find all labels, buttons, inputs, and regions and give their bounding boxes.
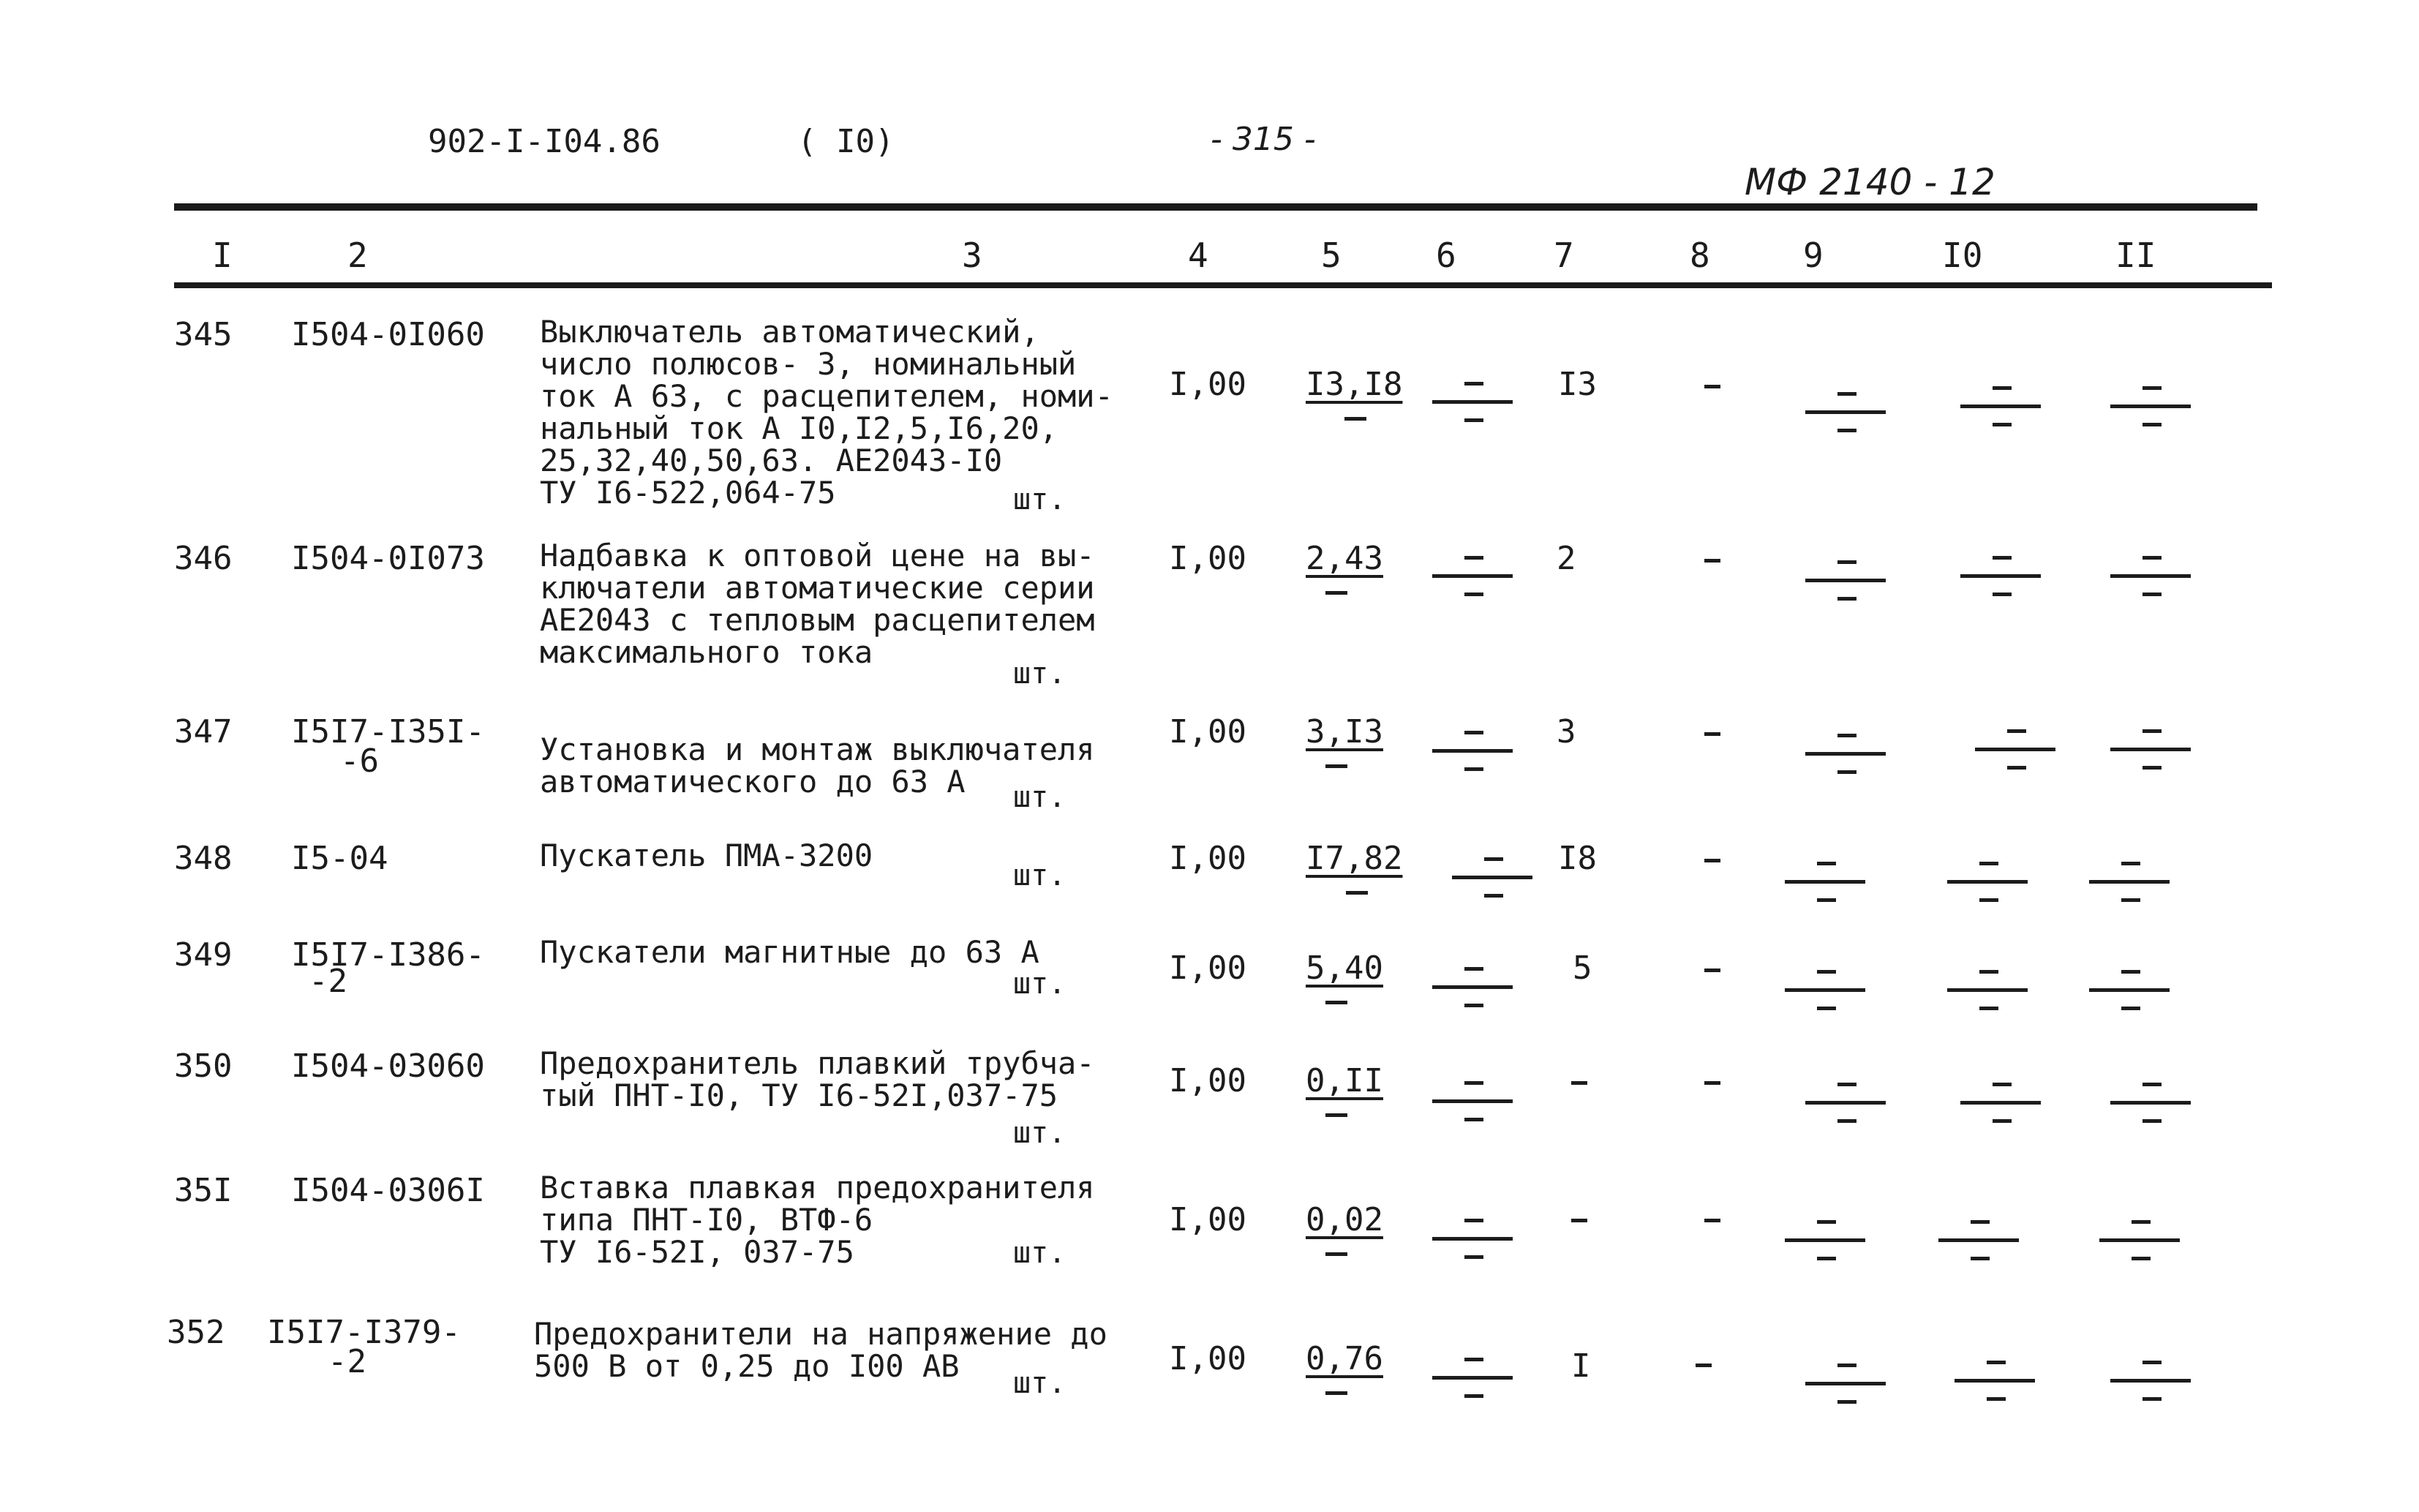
column-header-9: 9 [1803,236,1824,275]
unit-price: 0,02 [1306,1201,1383,1238]
price-dash [1325,1113,1347,1117]
unit-price: 3,I3 [1306,713,1383,751]
col7-value: I [1571,1347,1591,1385]
fraction-dash-col6 [1432,1217,1513,1263]
unit-price: I7,82 [1306,840,1403,877]
item-code-continued: -2 [328,1343,366,1380]
unit-price: 0,II [1306,1062,1383,1099]
item-code-continued: -6 [340,742,379,780]
row-number: 348 [174,840,233,877]
column-header-5: 5 [1321,236,1342,275]
page-number: - 315 - [1211,121,1316,158]
table-top-rule [174,203,2257,211]
col8-dash [1704,559,1720,563]
fraction-dash-col11 [2110,554,2191,600]
col8-dash [1704,968,1720,972]
col8-dash [1696,1364,1712,1367]
row-number: 347 [174,713,233,751]
fraction-dash-col6 [1432,554,1513,600]
quantity: I,00 [1169,1201,1246,1238]
row-number: 349 [174,936,233,974]
fraction-dash-col10 [1947,968,2028,1014]
fraction-dash-col6 [1432,1080,1513,1125]
item-code: I5-04 [291,840,388,877]
fraction-dash-col10 [1960,1081,2041,1127]
fraction-dash-col10 [1975,728,2055,773]
item-description: Пускатели магнитные до 63 А [540,934,1039,970]
fraction-dash-col10 [1960,554,2041,600]
price-dash [1325,764,1347,768]
unit-label: шт. [1013,483,1066,516]
item-code: I504-03060 [291,1048,485,1085]
fraction-dash-col9 [1805,732,1886,778]
fraction-dash-col11 [2089,860,2170,906]
item-description: Вставка плавкая предохранителя типа ПНТ-I0, ВТФ-6 ТУ I6-52I, 037-75 [540,1170,1095,1270]
item-description: Надбавка к оптовой цене на вы- ключатели автоматические серии АЕ2043 с тепловым расцепителем максимального тока [540,538,1095,670]
fraction-dash-col10 [1960,385,2041,430]
column-header-8: 8 [1690,236,1710,275]
item-code-continued: -2 [309,963,347,1000]
unit-price: 0,76 [1306,1340,1383,1377]
col7-dash [1571,1219,1587,1222]
col7-value: 5 [1573,949,1592,987]
item-description: Выключатель автоматический, число полюсов- 3, номинальный ток А 63, с расцепителем, номи- нальный ток А I0,I2,5,I6,20, 25,32,40,50,63. АЕ2043-I0 ТУ I6-522,064-75 [540,314,1113,511]
col8-dash [1704,732,1720,736]
fraction-dash-col10 [1955,1359,2035,1404]
fraction-dash-col11 [2099,1219,2180,1264]
item-code: I5I7-I386- [291,936,485,974]
col8-dash [1704,385,1720,388]
item-code: I5I7-I35I- [291,713,485,751]
item-description: Предохранители на напряжение до 500 В от 0,25 до I00 АВ [534,1316,1107,1384]
fraction-dash-col6 [1432,966,1513,1011]
fraction-dash-col6 [1432,1356,1513,1402]
unit-label: шт. [1013,1236,1066,1270]
quantity: I,00 [1169,713,1246,751]
table-header-rule [174,282,2272,288]
unit-label: шт. [1013,781,1066,814]
row-number: 346 [174,540,233,577]
unit-label: шт. [1013,859,1066,892]
price-dash [1344,417,1366,421]
quantity: I,00 [1169,366,1246,403]
row-number: 35I [174,1172,233,1209]
fraction-dash-col9 [1805,1362,1886,1407]
item-code: I504-0306I [291,1172,485,1209]
row-number: 350 [174,1048,233,1085]
sheet-number: ( I0) [797,123,895,160]
column-header-3: 3 [962,236,982,275]
unit-label: шт. [1013,1116,1066,1150]
col8-dash [1704,1219,1720,1222]
column-header-10: I0 [1942,236,1983,275]
column-header-7: 7 [1554,236,1574,275]
fraction-dash-col11 [2110,1081,2191,1127]
row-number: 345 [174,316,233,353]
price-dash [1325,1252,1347,1256]
fraction-dash-col11 [2089,968,2170,1014]
price-dash [1325,1001,1347,1004]
fraction-dash-col9 [1785,968,1865,1014]
price-dash [1346,891,1368,895]
col8-dash [1704,1081,1720,1085]
quantity: I,00 [1169,1062,1246,1099]
fraction-dash-col11 [2110,728,2191,773]
col7-value: I3 [1558,366,1597,403]
unit-label: шт. [1013,1366,1066,1400]
fraction-dash-col11 [2110,1359,2191,1404]
item-code: I5I7-I379- [267,1314,461,1351]
column-header-4: 4 [1188,236,1208,275]
quantity: I,00 [1169,949,1246,987]
unit-price: 5,40 [1306,949,1383,987]
price-dash [1325,591,1347,595]
col8-dash [1704,859,1720,862]
fraction-dash-col9 [1805,391,1886,436]
column-header-2: 2 [347,236,368,275]
fraction-dash-col9 [1785,1219,1865,1264]
column-header-11: II [2115,236,2156,275]
unit-price: I3,I8 [1306,366,1403,403]
item-description: Пускатель ПМА-3200 [540,838,873,873]
fraction-dash-col10 [1947,860,2028,906]
item-description: Установка и монтаж выключателя автоматического до 63 А [540,731,1095,800]
item-description: Предохранитель плавкий трубча- тый ПНТ-I0, ТУ I6-52I,037-75 [540,1045,1095,1113]
fraction-dash-col6 [1452,856,1532,901]
item-code: I504-0I073 [291,540,485,577]
row-number: 352 [167,1314,225,1351]
unit-label: шт. [1013,967,1066,1001]
fraction-dash-col9 [1805,1081,1886,1127]
handwritten-stamp: МФ 2140 - 12 [1745,161,1995,203]
quantity: I,00 [1169,840,1246,877]
unit-price: 2,43 [1306,540,1383,577]
quantity: I,00 [1169,1340,1246,1377]
column-header-6: 6 [1436,236,1456,275]
fraction-dash-col11 [2110,385,2191,430]
col7-value: 3 [1557,713,1576,751]
fraction-dash-col6 [1432,380,1513,426]
fraction-dash-col9 [1785,860,1865,906]
col7-value: I8 [1558,840,1597,877]
col7-value: 2 [1557,540,1576,577]
document-code: 902-I-I04.86 [428,123,661,160]
quantity: I,00 [1169,540,1246,577]
col7-dash [1571,1081,1587,1085]
fraction-dash-col6 [1432,729,1513,775]
column-header-1: I [212,236,233,275]
fraction-dash-col9 [1805,559,1886,604]
fraction-dash-col10 [1938,1219,2019,1264]
unit-label: шт. [1013,657,1066,691]
item-code: I504-0I060 [291,316,485,353]
price-dash [1325,1391,1347,1395]
